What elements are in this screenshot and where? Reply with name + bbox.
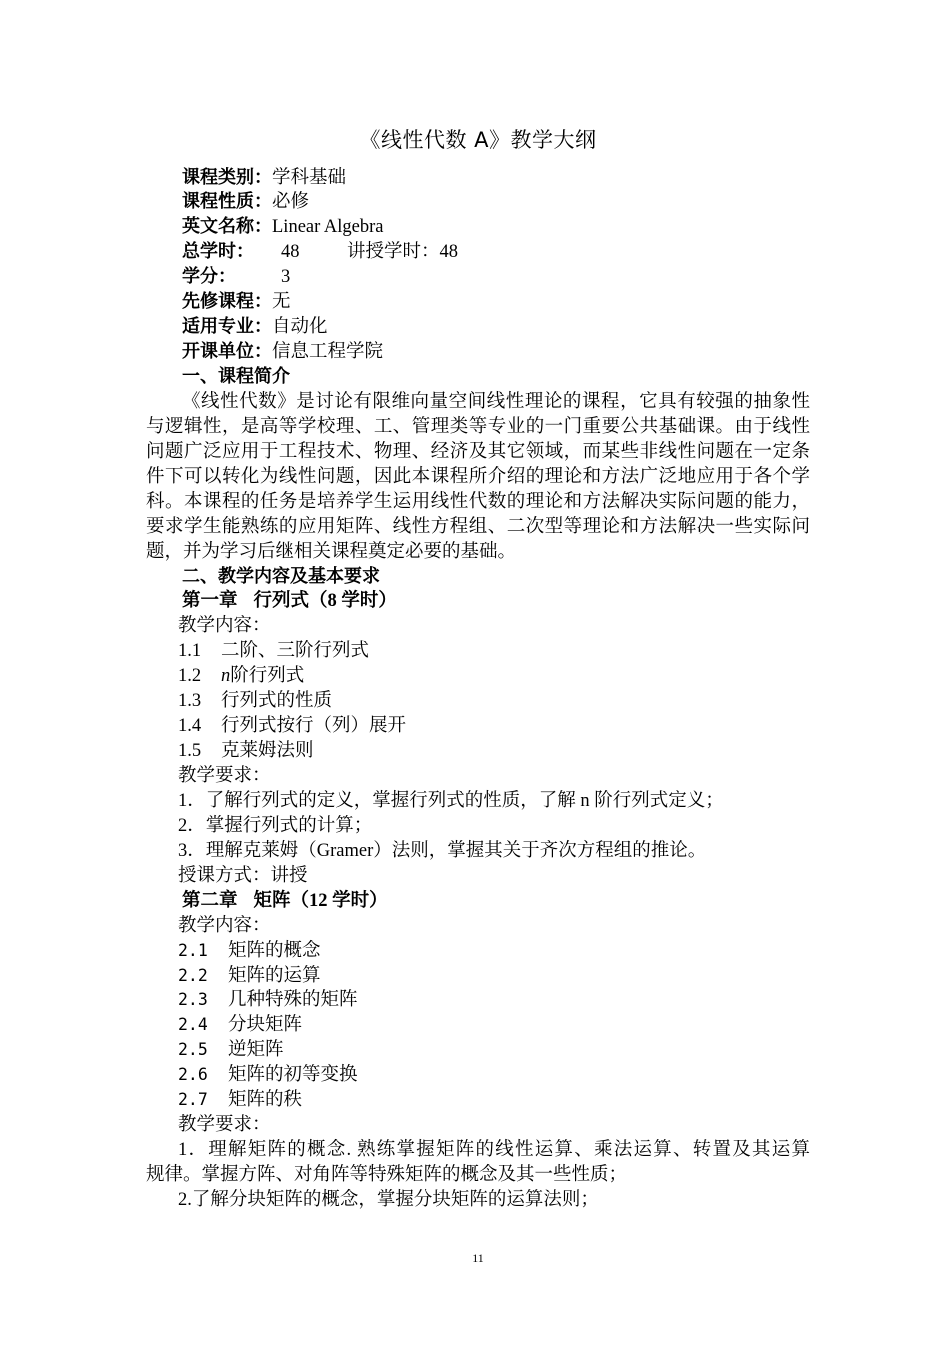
section-variable: n (221, 666, 231, 687)
content-label: 教学内容： (178, 915, 271, 936)
section-number: 2.7 (178, 1090, 208, 1110)
chapter-title: 行列式（8 学时） (253, 591, 397, 612)
section-item (146, 1088, 810, 1113)
intro-paragraph-line: 件下可以转化为线性问题，因此本课程所介绍的理论和方法广泛地应用于各个学 (146, 466, 810, 487)
requirement-item: 2.了解分块矩阵的概念，掌握分块矩阵的运算法则； (178, 1189, 599, 1210)
requirement-item-continued: 规律。掌握方阵、对角阵等特殊矩阵的概念及其一些性质； (146, 1165, 628, 1185)
section-item (146, 664, 810, 689)
meta-course-category (146, 166, 810, 191)
section-number: 2.6 (178, 1065, 208, 1085)
section-item (146, 988, 810, 1013)
meta-value: 3 (281, 267, 291, 288)
chapter-title: 矩阵（12 学时） (253, 890, 388, 911)
meta-label: 课程类别： (182, 166, 272, 188)
meta-label: 学分： (182, 266, 236, 288)
chapter-heading (146, 889, 810, 914)
section-item (146, 714, 810, 739)
section-number: 1.1 (178, 641, 202, 662)
meta-value: 必修 (272, 192, 310, 213)
section-text: 矩阵的初等变换 (228, 1065, 358, 1086)
document-body (146, 166, 810, 1213)
section-number: 2.3 (178, 990, 208, 1010)
section-text: 矩阵的运算 (228, 965, 321, 986)
meta-credits (146, 265, 810, 290)
section-text: 矩阵的概念 (228, 940, 321, 961)
section-number: 2.2 (178, 965, 208, 985)
requirement-item: 2．掌握行列式的计算； (178, 815, 373, 836)
section-text: 矩阵的秩 (228, 1090, 303, 1111)
intro-paragraph-line: 科。本课程的任务是培养学生运用线性代数的理论和方法解决实际问题的能力， (146, 491, 810, 512)
section-item (146, 939, 810, 964)
meta-lecture-hours-value: 48 (439, 242, 459, 263)
meta-label: 开课单位： (182, 341, 272, 363)
meta-department (146, 340, 810, 365)
section-item (146, 639, 810, 664)
meta-english-name (146, 215, 810, 240)
intro-paragraph-line: 题，并为学习后继相关课程奠定必要的基础。 (146, 541, 517, 562)
section-item (146, 1013, 810, 1038)
intro-paragraph-line: 《线性代数》是讨论有限维向量空间线性理论的课程，它具有较强的抽象性 (182, 391, 810, 412)
page-number: 11 (472, 1251, 484, 1265)
section-text: 克莱姆法则 (221, 741, 314, 762)
section-heading-intro: 一、课程简介 (182, 366, 290, 387)
intro-paragraph-line: 与逻辑性，是高等学校理、工、管理类等专业的一门重要公共基础课。由于线性 (146, 416, 810, 437)
document-title: 《线性代数 A》教学大纲 (359, 128, 597, 152)
section-number: 1.4 (178, 716, 202, 737)
section-text: 几种特殊的矩阵 (228, 990, 358, 1011)
chapter-number: 第二章 (182, 890, 238, 911)
section-text: 行列式的性质 (221, 691, 333, 712)
meta-label: 英文名称： (182, 216, 272, 238)
meta-value: 48 (281, 242, 300, 263)
meta-value: 自动化 (272, 317, 328, 338)
meta-total-hours (146, 240, 810, 265)
requirement-item: 1．了解行列式的定义，掌握行列式的性质，了解 n 阶行列式定义； (178, 790, 724, 811)
section-item (146, 739, 810, 764)
section-number: 1.5 (178, 741, 202, 762)
meta-value: 学科基础 (272, 167, 347, 188)
content-label: 教学内容： (178, 616, 271, 637)
requirements-label: 教学要求： (178, 766, 271, 786)
requirements-label: 教学要求： (178, 1115, 271, 1136)
section-text: 分块矩阵 (228, 1015, 303, 1036)
section-number: 1.3 (178, 691, 202, 712)
meta-label: 适用专业： (182, 316, 272, 338)
section-item (146, 964, 810, 989)
section-text: 二阶、三阶行列式 (221, 641, 370, 662)
intro-paragraph-line: 问题广泛应用于工程技术、物理、经济及其它领域，而某些非线性问题在一定条 (146, 441, 810, 462)
chapter-number: 第一章 (182, 591, 238, 612)
section-item (146, 1063, 810, 1088)
meta-value: 无 (272, 292, 291, 313)
meta-course-nature (146, 190, 810, 215)
section-text: 阶行列式 (230, 666, 305, 687)
meta-lecture-hours-label: 讲授学时： (347, 242, 440, 263)
section-number: 2.1 (178, 940, 208, 960)
section-number: 2.5 (178, 1040, 208, 1060)
section-number: 1.2 (178, 666, 202, 687)
section-text: 逆矩阵 (228, 1040, 284, 1061)
meta-prerequisite (146, 290, 810, 315)
requirement-item: 3．理解克莱姆（Gramer）法则，掌握其关于齐次方程组的推论。 (178, 840, 707, 861)
section-number: 2.4 (178, 1015, 208, 1035)
chapter-heading (146, 589, 810, 614)
meta-value: 信息工程学院 (272, 342, 384, 363)
section-text: 行列式按行（列）展开 (221, 716, 407, 737)
requirement-item: 1．理解矩阵的概念. 熟练掌握矩阵的线性运算、乘法运算、转置及其运算 (178, 1140, 810, 1161)
meta-major (146, 315, 810, 340)
section-item (146, 1038, 810, 1063)
section-item (146, 689, 810, 714)
intro-paragraph-line: 要求学生能熟练的应用矩阵、线性方程组、二次型等理论和方法解决一些实际问 (146, 516, 810, 537)
meta-label: 总学时： (182, 241, 254, 263)
meta-label: 课程性质： (182, 191, 272, 213)
section-heading-content: 二、教学内容及基本要求 (182, 565, 380, 587)
meta-value: Linear Algebra (272, 217, 384, 238)
teaching-method: 授课方式：讲授 (178, 865, 308, 886)
meta-label: 先修课程： (182, 291, 272, 313)
